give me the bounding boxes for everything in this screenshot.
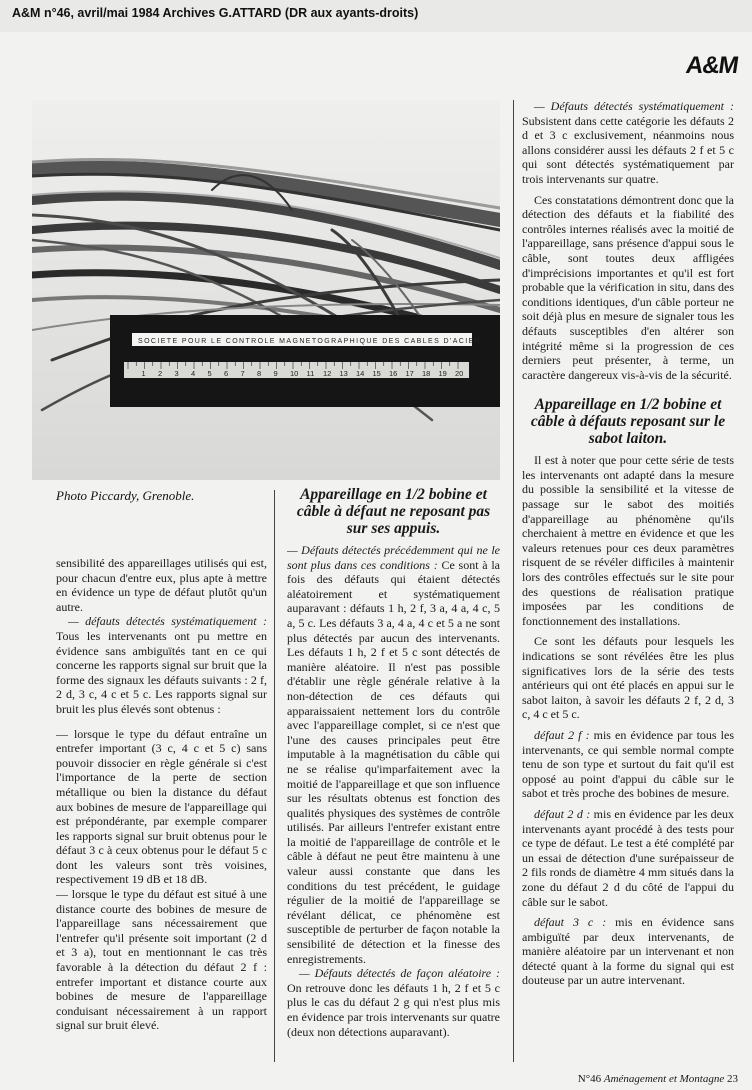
journal-name: Aménagement et Montagne: [603, 1073, 725, 1085]
col3-paragraph: Ces constatations démontrent donc que la détection des défauts et la fiabilité des contrôles internes réalisés avec la moitié de l'appareillage, sans présence d'appui sous le câble, sont toutes deux affligées d'imprécisions importantes et qu'il est fort probable que la vérification in situ, dans des conditions identiques, d'un câble porteur ne soit déjà plus en mesure de signaler tous les défauts susceptibles d'en altérer son intégrité même si la progression de ces derniers peut présenter, à terme, un caractère dangereux vis-à-vis de la sécurité.: [522, 192, 734, 382]
col3-paragraph: mis en évidence par les deux intervenants ayant procédé à des tests pour ce type de défaut. Le test a été complété par un essai de détection d'une surépaisseur de 2 fils ronds de diamètre 4 mm situés dans la zone du défaut 2 d du côté de l'appui du câble sur le sabot.: [522, 806, 735, 909]
col1-paragraph: — lorsque le type du défaut est situé à une distance courte des bobines de mesure de l'appareillage sans nécessairement que l'entrefer qu'il présente soit important (2 d et 3 a), tout en mentionnant le cas très favorable à la détection du défaut 2 f : entrefer important et distance courte aux bobines de mesure de l'appareillage conduisant nécessairement à un rapport signal sur bruit élevé.: [56, 887, 267, 1033]
col3-paragraph: mis en évidence par tous les intervenants, ce qui semble normal compte tenu de son type et surtout du fait qu'il est opposé au point d'appui du câble sur le sabot et très proche des bobines de mesure.: [522, 727, 734, 801]
section-heading: Appareillage en 1/2 bobine et câble à défaut ne reposant pas sur ses appuis.: [296, 486, 491, 537]
ruler-number: 13: [339, 369, 348, 378]
photo-caption: Photo Piccardy, Grenoble.: [56, 488, 195, 503]
column-rule: [513, 100, 514, 1062]
ruler-number: 1: [141, 369, 146, 378]
column-2: [287, 486, 500, 1039]
ruler-number: 11: [306, 369, 315, 378]
col2-label: — Défauts détectés de façon aléatoire :: [299, 966, 500, 981]
magazine-logo: A&M: [684, 52, 740, 79]
col2-paragraph: Ce sont à la fois des défauts qui étaient détectés aléatoirement et systématiquement auparavant : défauts 1 h, 2 f, 3 a, 4 a, 4 c, 5 a, 5 c. Les défauts 3 a, 4 a, 4 c et 5 a ne sont plus détectés par aucun des intervenants. Les défauts 1 h, 2 f et 5 c sont détectés de manière aléatoire. Il n'est pas possible d'établir une règle générale relative à la non-détection de ces défauts qui apparaissaient nettement lors du contrôle avec l'appareillage complet, si ce n'est que l'une des causes principales peut être imputable à la magnétisation du câble qui ne se réalise qu'imparfaitement avec la moitié de l'appareillage et que son influence sur les résultats obtenus est fonction des qualités physiques des systèmes de contrôle utilisés. Par ailleurs l'entrefer existant entre la moitié de l'appareillage de contrôle et le câble à défaut ne peut être maintenu à une valeur aussi constante que dans les conditions du test précédent, le guidage régulier de la moitié de l'appareillage se révélant délicat, ce phénomène est susceptible de perturber de façon notable la sensibilité de détection et la finesse des enregistrements.: [287, 557, 500, 966]
ruler-number: 16: [389, 369, 398, 378]
col1-paragraph: sensibilité des appareillages utilisés qui est, pour chacun d'entre eux, plus apte à mettre en évidence un type de défaut plutôt qu'un autre.: [56, 556, 267, 614]
issue-number: N°46: [577, 1073, 602, 1085]
archive-header: A&M n°46, avril/mai 1984 Archives G.ATTARD (DR aux ayants-droits): [12, 6, 419, 20]
plate-text: SOCIETE POUR LE CONTROLE MAGNETOGRAPHIQUE DES CABLES D'ACIER: [138, 338, 482, 345]
col2-paragraph: On retrouve donc les défauts 1 h, 2 f et 5 c plus le cas du défaut 2 g qui n'est plus mis en évidence par trois intervenants sur quatre (deux non détections auparavant).: [287, 980, 500, 1039]
col3-paragraph: Subsistent dans cette catégorie les défauts 2 d et 3 c exclusivement, néanmoins nous allons considérer aussi les défauts 2 f et 5 c qui sont détectés systématiquement par trois intervenants sur quatre.: [522, 113, 734, 186]
ruler-number: 3: [174, 369, 179, 378]
ruler-number: 12: [323, 369, 332, 378]
ruler-number: 8: [257, 369, 262, 378]
ruler-number: 4: [191, 369, 196, 378]
col3-paragraph: Il est à noter que pour cette série de tests les intervenants ont adapté dans la mesure du possible la sensibilité et la vitesse de passage sur le sabot des moitiés d'appareillage au phénomène qu'ils cherchaient à mettre en évidence et que les valeurs retenues pour ces deux paramètres risquent de se révéler difficiles à maintenir lors des contrôles effectués sur le site pour des questions de réalisation pratique imposées par les conditions de fonctionnement des installations.: [522, 453, 734, 628]
col3-label: défaut 3 c :: [534, 915, 607, 930]
column-3: [522, 99, 734, 988]
col3-label: défaut 2 f :: [534, 727, 590, 742]
ruler-number: 20: [455, 369, 464, 378]
ruler-number: 15: [372, 369, 381, 378]
col1-paragraph: Tous les intervenants ont pu mettre en évidence sans ambiguïtés tant en ce qui concerne les rapports signal sur bruit que la forme des signaux les défauts suivants : 2 f, 2 d, 3 c, 4 c et 5 c. Les rapports signal sur bruit les plus élevés sont obtenus :: [56, 628, 267, 716]
ruler-number: 14: [356, 369, 365, 378]
col2-label: — Défauts détectés précédemment qui ne le sont plus dans ces conditions :: [287, 543, 500, 572]
ruler-number: 18: [422, 369, 431, 378]
col3-label: défaut 2 d :: [534, 806, 591, 821]
page-footer: [578, 1073, 738, 1085]
ruler-number: 6: [224, 369, 229, 378]
ruler-number: 5: [207, 369, 212, 378]
ruler-number: 9: [273, 369, 278, 378]
col1-paragraph: — lorsque le type du défaut entraîne un entrefer important (3 c, 4 c et 5 c) sans pouvoir dissocier en règle générale si c'est l'importance de la perte de section métallique ou bien la distance du défaut aux bobines de mesure de l'appareillage qui est prépondérante, par exemple comparer les rapports signal sur bruit obtenus pour le défaut 3 c à ceux obtenus pour le défaut 5 c dont les valeurs sont très voisines, respectivement 19 dB et 18 dB.: [56, 726, 267, 887]
ruler-number: 17: [405, 369, 414, 378]
ruler-number: 7: [240, 369, 245, 378]
ruler-number: 19: [438, 369, 447, 378]
section-heading: Appareillage en 1/2 bobine et câble à défauts reposant sur le sabot laiton.: [530, 396, 726, 448]
column-1: [56, 556, 267, 1033]
page-number: 23: [727, 1073, 738, 1085]
ruler-number: 2: [158, 369, 163, 378]
col3-paragraph: Ce sont les défauts pour lesquels les indications se sont révélées être les plus significatives lors de la série des tests antérieurs qui ont été placés en appui sur le sabot laiton, à savoir les défauts 2 f, 2 d, 3 c, 4 c et 5 c.: [522, 634, 734, 722]
cable-photo: [32, 100, 500, 480]
column-rule: [274, 490, 275, 1062]
col3-label: — Défauts détectés systématiquement :: [534, 99, 734, 113]
ruler-number: 10: [290, 369, 299, 378]
col3-paragraph: mis en évidence sans ambiguïté par deux intervenants, de manière aléatoire par un intervenant et non détecté quant à la forme du signal qui est douteuse par un autre intervenant.: [522, 915, 735, 988]
col1-label: — défauts détectés systématiquement :: [68, 614, 267, 629]
